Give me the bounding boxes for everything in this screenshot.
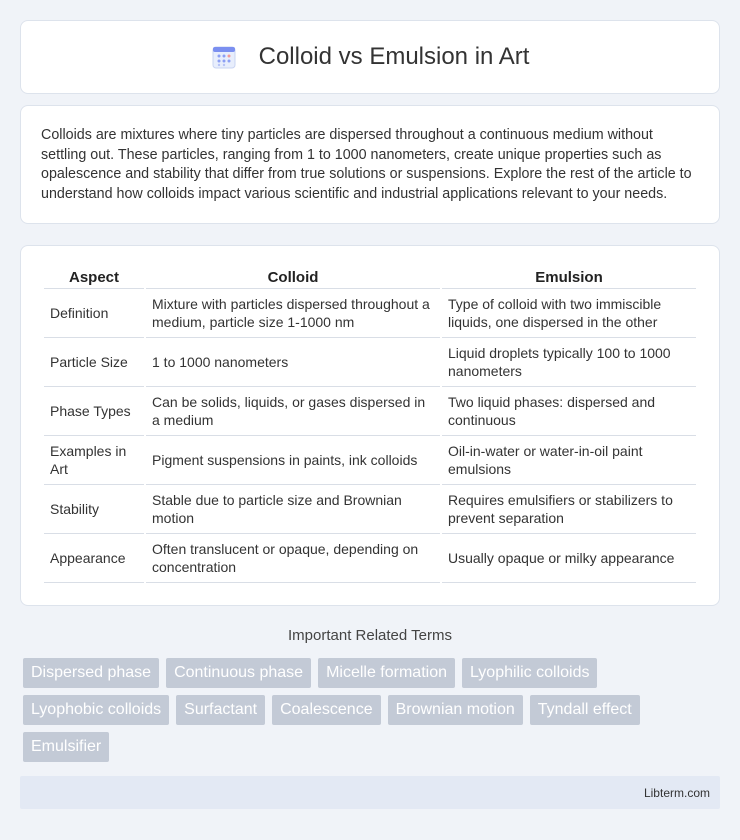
comparison-table-card bbox=[20, 245, 720, 606]
footer-site-link[interactable]: Libterm.com bbox=[643, 786, 710, 800]
table-cell: Pigment suspensions in paints, ink colloids bbox=[146, 436, 440, 485]
table-row bbox=[44, 338, 696, 387]
table-cell: Particle Size bbox=[44, 338, 144, 387]
header-card bbox=[20, 20, 720, 94]
intro-card bbox=[20, 105, 720, 224]
table-cell: Usually opaque or milky appearance bbox=[442, 534, 696, 583]
table-cell: Mixture with particles dispersed throughout a medium, particle size 1-1000 nm bbox=[146, 289, 440, 338]
table-cell: Can be solids, liquids, or gases dispersed in a medium bbox=[146, 387, 440, 436]
term-tag[interactable]: Lyophilic colloids bbox=[462, 658, 597, 688]
table-cell: Appearance bbox=[44, 534, 144, 583]
table-cell: Two liquid phases: dispersed and continuous bbox=[442, 387, 696, 436]
table-cell: Oil-in-water or water-in-oil paint emulsions bbox=[442, 436, 696, 485]
footer bbox=[20, 776, 720, 809]
table-header-row bbox=[44, 264, 696, 289]
related-terms-title: Important Related Terms bbox=[288, 627, 452, 644]
related-terms-list bbox=[23, 658, 723, 769]
column-header-aspect: Aspect bbox=[44, 264, 144, 289]
table-cell: Often translucent or opaque, depending on concentration bbox=[146, 534, 440, 583]
table-row bbox=[44, 387, 696, 436]
comparison-table bbox=[42, 264, 698, 583]
table-cell: Examples in Art bbox=[44, 436, 144, 485]
column-header-emulsion: Emulsion bbox=[442, 264, 696, 289]
table-cell: Stable due to particle size and Brownian motion bbox=[146, 485, 440, 534]
term-tag[interactable]: Emulsifier bbox=[23, 732, 109, 762]
term-tag[interactable]: Coalescence bbox=[272, 695, 381, 725]
term-tag[interactable]: Lyophobic colloids bbox=[23, 695, 169, 725]
term-tag[interactable]: Tyndall effect bbox=[530, 695, 640, 725]
intro-text: Colloids are mixtures where tiny particles are dispersed throughout a continuous medium without settling out. These particles, ranging from 1 to 1000 nanometers, create unique properties such as opalescence and stability that differ from true solutions or suspensions. Explore the rest of the article to understand how colloids impact various scientific and industrial applications relevant to your needs. bbox=[41, 127, 692, 202]
calendar-grid-icon bbox=[211, 44, 237, 70]
term-tag[interactable]: Continuous phase bbox=[166, 658, 311, 688]
term-tag[interactable]: Micelle formation bbox=[318, 658, 455, 688]
table-cell: Requires emulsifiers or stabilizers to prevent separation bbox=[442, 485, 696, 534]
table-row bbox=[44, 436, 696, 485]
table-cell: Stability bbox=[44, 485, 144, 534]
table-cell: Type of colloid with two immiscible liquids, one dispersed in the other bbox=[442, 289, 696, 338]
table-cell: 1 to 1000 nanometers bbox=[146, 338, 440, 387]
term-tag[interactable]: Dispersed phase bbox=[23, 658, 159, 688]
table-row bbox=[44, 289, 696, 338]
column-header-colloid: Colloid bbox=[146, 264, 440, 289]
term-tag[interactable]: Brownian motion bbox=[388, 695, 523, 725]
table-row bbox=[44, 534, 696, 583]
table-cell: Phase Types bbox=[44, 387, 144, 436]
table-row bbox=[44, 485, 696, 534]
page-title: Colloid vs Emulsion in Art bbox=[258, 43, 530, 70]
table-cell: Definition bbox=[44, 289, 144, 338]
table-cell: Liquid droplets typically 100 to 1000 nanometers bbox=[442, 338, 696, 387]
term-tag[interactable]: Surfactant bbox=[176, 695, 265, 725]
